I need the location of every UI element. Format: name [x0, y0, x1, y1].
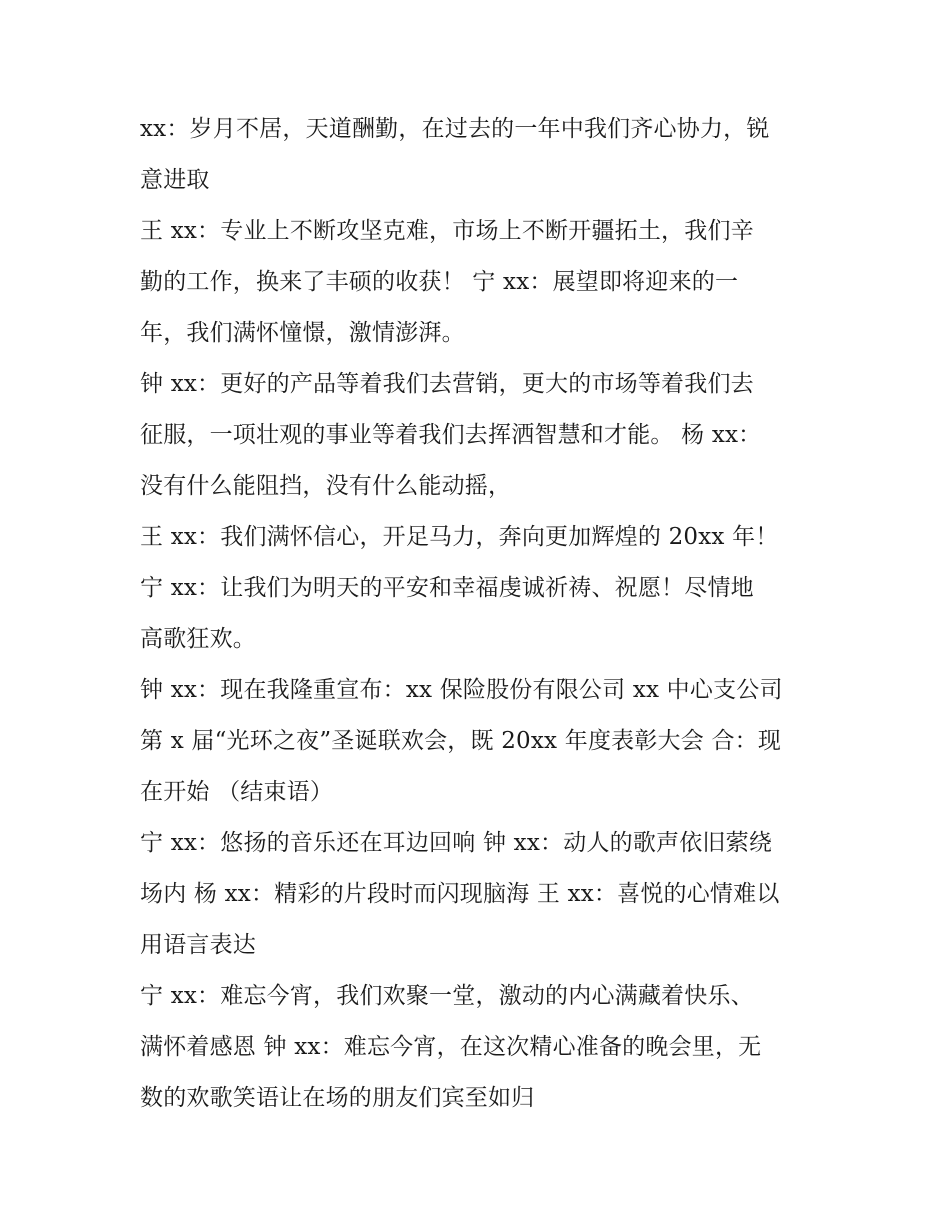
text-line: 用语言表达: [140, 932, 256, 958]
text-line: 宁 xx：难忘今宵，我们欢聚一堂，激动的内心满藏着快乐、: [140, 983, 754, 1009]
text-line: 高歌狂欢。: [140, 626, 256, 652]
document-body: [140, 104, 830, 1124]
text-line: 意进取: [140, 167, 210, 193]
text-line: 数的欢歌笑语让在场的朋友们宾至如归: [140, 1085, 535, 1111]
text-line: 满怀着感恩 钟 xx：难忘今宵，在这次精心准备的晚会里，无: [140, 1034, 762, 1060]
text-line: 钟 xx：现在我隆重宣布：xx 保险股份有限公司 xx 中心支公司: [140, 677, 783, 703]
text-line: 勤的工作，换来了丰硕的收获！ 宁 xx：展望即将迎来的一: [140, 269, 739, 295]
text-line: 场内 杨 xx：精彩的片段时而闪现脑海 王 xx：喜悦的心情难以: [140, 881, 780, 907]
text-line: xx：岁月不居，天道酬勤，在过去的一年中我们齐心协力，锐: [140, 116, 770, 142]
text-line: 第 x 届“光环之夜”圣诞联欢会，既 20xx 年度表彰大会 合：现: [140, 728, 782, 754]
text-line: 宁 xx：悠扬的音乐还在耳边回响 钟 xx：动人的歌声依旧萦绕: [140, 830, 773, 856]
text-line: 王 xx：专业上不断攻坚克难，市场上不断开疆拓土，我们辛: [140, 218, 754, 244]
text-line: 在开始 （结束语）: [140, 779, 334, 805]
text-line: 没有什么能阻挡，没有什么能动摇，: [140, 473, 512, 499]
text-line: 征服，一项壮观的事业等着我们去挥洒智慧和才能。 杨 xx：: [140, 422, 762, 448]
text-line: 钟 xx：更好的产品等着我们去营销，更大的市场等着我们去: [140, 371, 754, 397]
text-line: 宁 xx：让我们为明天的平安和幸福虔诚祈祷、祝愿！尽情地: [140, 575, 754, 601]
text-line: 王 xx：我们满怀信心，开足马力，奔向更加辉煌的 20xx 年！: [140, 524, 779, 550]
text-line: 年，我们满怀憧憬，激情澎湃。: [140, 320, 465, 346]
